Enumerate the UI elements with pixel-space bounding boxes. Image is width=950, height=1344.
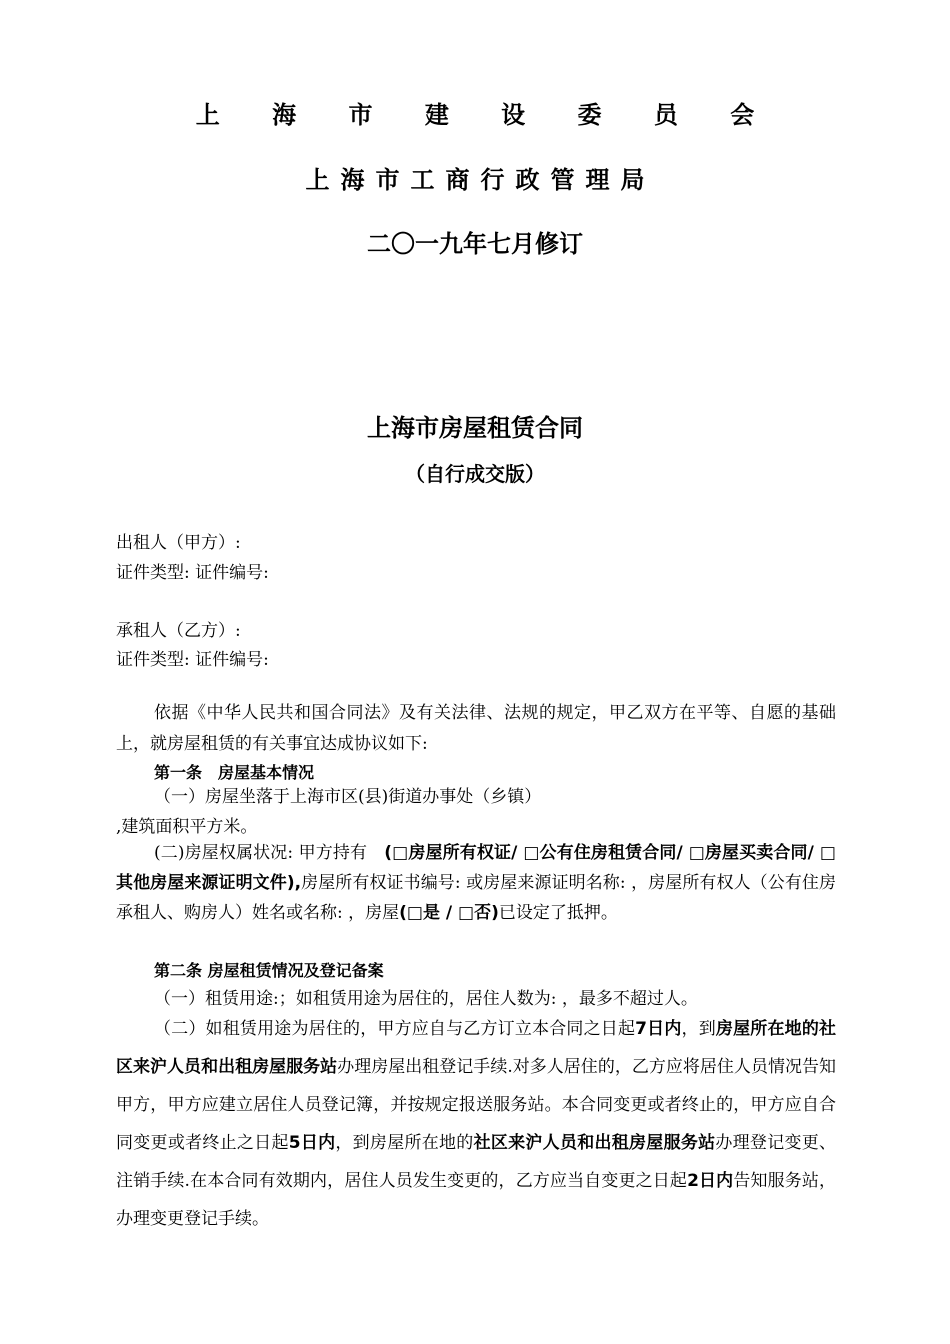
article-1-item-1: （一）房屋坐落于上海市区(县)街道办事处（乡镇） bbox=[154, 787, 542, 807]
article-1-item-2 bbox=[116, 838, 836, 928]
service-station-name: 房屋所在地的社区来沪人员和出租房屋服务站 bbox=[116, 1019, 837, 1077]
intro-paragraph: 依据《中华人民共和国合同法》及有关法律、法规的规定，甲乙双方在平等、自愿的基础上，就房屋租赁的有关事宜达成协议如下: bbox=[116, 703, 836, 754]
deadline-5-days: 5日内 bbox=[288, 1133, 336, 1153]
ownership-text: (二)房屋权属状况: 甲方持有 bbox=[154, 843, 385, 863]
registration-text-c: 办理房屋出租登记手续.对多人居住的，乙方应将居住人员情况告知甲方，甲方应建立居住人员登记簿，并按规定报送服务站。本合同变更或者终止的，甲方应自合同变更或者终止之日起 bbox=[116, 1057, 837, 1153]
lessor-id-label: 证件类型: 证件编号: bbox=[116, 563, 269, 583]
issuer-industry-commerce-bureau: 上海市工商行政管理局 bbox=[305, 166, 656, 194]
lessor-label: 出租人（甲方）: bbox=[116, 533, 241, 553]
contract-subtitle: （自行成交版） bbox=[405, 462, 545, 486]
service-station-name-2: 社区来沪人员和出租房屋服务站 bbox=[473, 1133, 716, 1153]
issuer-construction-committee: 上 海 市 建 设 委 员 会 bbox=[195, 101, 777, 129]
registration-text-b: ，到 bbox=[681, 1019, 716, 1039]
lessee-label: 承租人（乙方）: bbox=[116, 621, 241, 641]
article-2-item-1: （一）租赁用途:；如租赁用途为居住的，居住人数为: ，最多不超过人。 bbox=[154, 989, 698, 1009]
ownership-document-options: (□房屋所有权证/ □公有住房租赁合同/ □房屋买卖合同/ □其他房屋来源证明文件), bbox=[116, 843, 836, 893]
deadline-7-days: 7日内 bbox=[635, 1019, 682, 1039]
registration-text-d: ，到房屋所在地的 bbox=[335, 1133, 474, 1153]
article-2-item-2 bbox=[116, 1010, 836, 1238]
deadline-2-days: 2日内 bbox=[687, 1171, 734, 1191]
mortgage-options: (□是 / □否) bbox=[399, 903, 499, 923]
lessee-id-label: 证件类型: 证件编号: bbox=[116, 650, 269, 670]
registration-text-e: 办理登记变更、注销手续.在本合同有效期内，居住人员发生变更的，乙方应当自变更之日起 bbox=[116, 1133, 837, 1191]
revision-date: 二〇一九年七月修订 bbox=[367, 230, 583, 258]
mortgage-text: 已设定了抵押。 bbox=[498, 903, 618, 923]
article-1-item-1-area: ,建筑面积平方米。 bbox=[116, 817, 258, 837]
article-2-heading: 第二条 房屋租赁情况及登记备案 bbox=[154, 961, 384, 980]
registration-text-f: 告知服务站，办理变更登记手续。 bbox=[116, 1171, 836, 1229]
registration-text-a: （二）如租赁用途为居住的，甲方应自与乙方订立本合同之日起 bbox=[154, 1019, 636, 1039]
ownership-details: 房屋所有权证书编号: 或房屋来源证明名称: ，房屋所有权人（公有住房承租人、购房人）姓名或名称: ，房屋 bbox=[116, 873, 836, 923]
contract-title: 上海市房屋租赁合同 bbox=[367, 414, 583, 442]
article-1-heading: 第一条 房屋基本情况 bbox=[154, 763, 315, 782]
